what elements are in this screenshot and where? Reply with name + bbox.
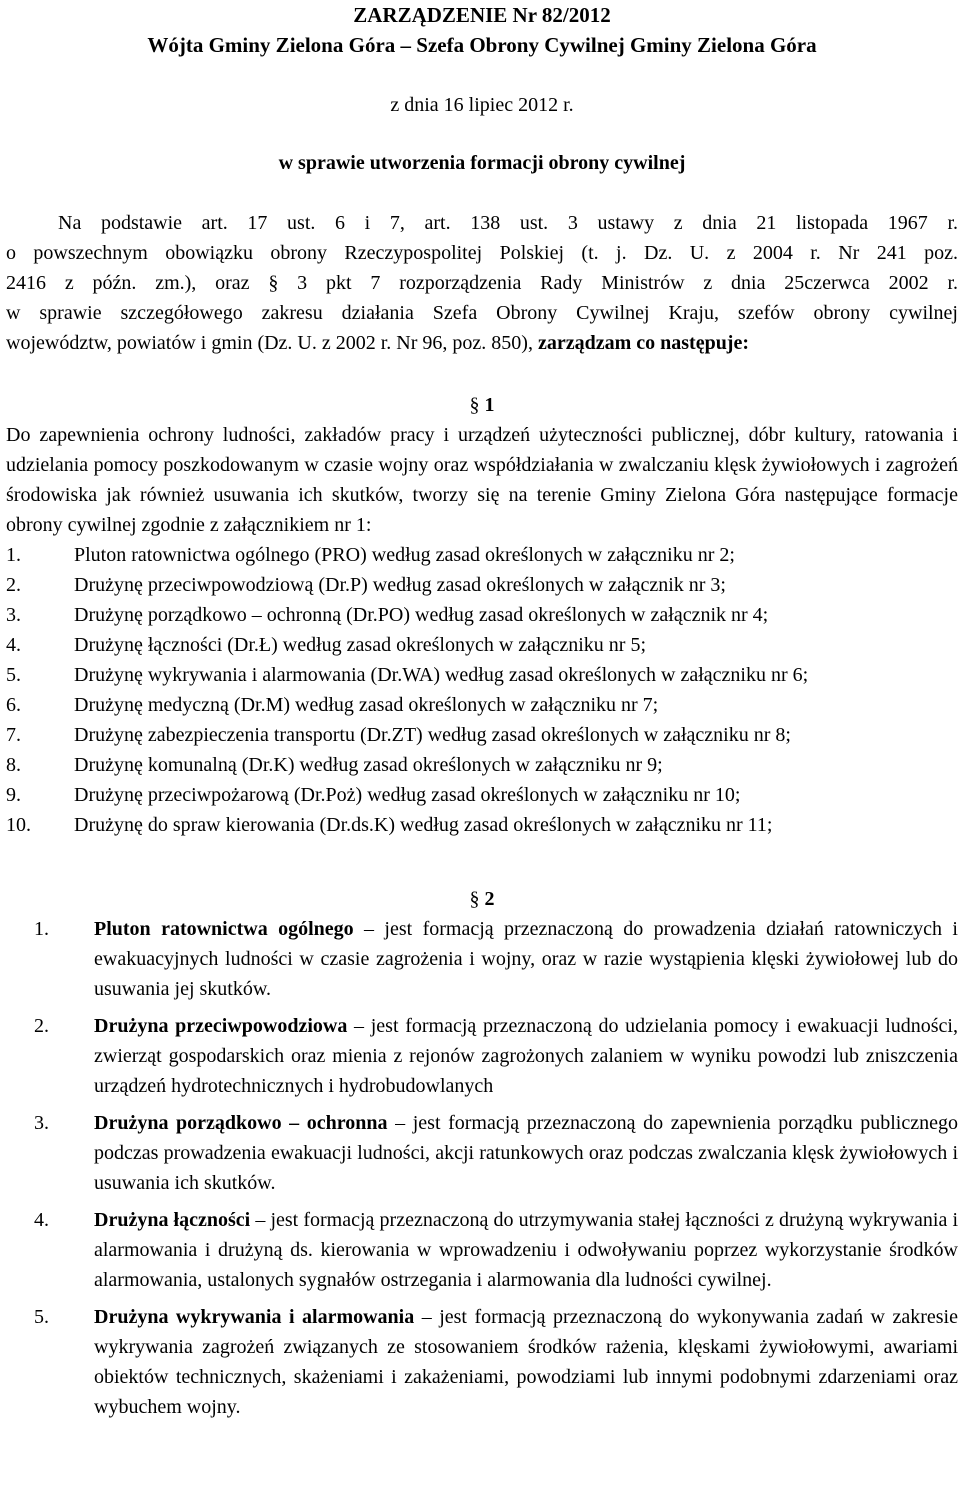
- list-item-number: 5.: [6, 664, 21, 686]
- list-item: [6, 630, 958, 660]
- list-item-number: 1.: [6, 544, 21, 566]
- list-item-number: 9.: [6, 784, 21, 806]
- formation-description: – jest formacją przeznaczoną do prowadzenia działań ratowniczych i ewakuacyjnych ludności w czasie zagrożenia i wojny, oraz w razie wystąpienia klęski żywiołowej lub do usuwania jej skutków.: [94, 918, 958, 1000]
- list-item-number: 5.: [34, 1306, 49, 1328]
- list-item-number: 3.: [34, 1112, 49, 1134]
- formation-name: Drużyna przeciwpowodziowa: [94, 1015, 348, 1037]
- preamble-line: w sprawie szczegółowego zakresu działania Szefa Obrony Cywilnej Kraju, szefów obrony cywilnej: [6, 302, 958, 324]
- list-item: [6, 914, 958, 1004]
- list-item-text: [94, 1011, 958, 1101]
- list-item-number: 3.: [6, 604, 21, 626]
- section-2-list: [6, 914, 958, 1422]
- list-item: [6, 780, 958, 810]
- section-number: 2: [484, 888, 495, 910]
- list-item-number: 4.: [34, 1209, 49, 1231]
- list-item-text: Pluton ratownictwa ogólnego (PRO) według zasad określonych w załączniku nr 2;: [74, 544, 735, 566]
- document-title: ZARZĄDZENIE Nr 82/2012: [353, 3, 611, 27]
- document-issuer: Wójta Gminy Zielona Góra – Szefa Obrony Cywilnej Gminy Zielona Góra: [147, 33, 817, 57]
- list-item-number: 4.: [6, 634, 21, 656]
- list-item: [6, 570, 958, 600]
- formation-name: Drużyna łączności: [94, 1209, 251, 1231]
- preamble-line: [6, 328, 958, 358]
- list-item-text: Drużynę zabezpieczenia transportu (Dr.ZT) według zasad określonych w załączniku nr 8;: [74, 724, 791, 746]
- list-item: [6, 600, 958, 630]
- list-item-text: Drużynę łączności (Dr.Ł) według zasad określonych w załączniku nr 5;: [74, 634, 647, 656]
- preamble-citation: województw, powiatów i gmin (Dz. U. z 2002 r. Nr 96, poz. 850),: [6, 332, 538, 354]
- list-item-text: [94, 1302, 958, 1422]
- list-item: [6, 660, 958, 690]
- formation-description: – jest formacją przeznaczoną do utrzymywania stałej łączności z drużyną wykrywania i alarmowania i drużyną ds. kierowania w wprowadzeniu i odwoływaniu poprzez wykorzystanie środków alarmowania, ustalonych sygnałów ostrzegania i alarmowania dla ludności cywilnej.: [94, 1209, 959, 1291]
- list-item-number: 10.: [6, 814, 31, 836]
- preamble-line: 2416 z późn. zm.), oraz § 3 pkt 7 rozporządzenia Rady Ministrów z dnia 25czerwca 2002 r.: [6, 272, 958, 294]
- list-item: [6, 540, 958, 570]
- formation-description: – jest formacją przeznaczoną do wykonywania zadań w zakresie wykrywania zagrożeń związanych ze stosowaniem środków rażenia, klęskami żywiołowymi, awariami obiektów technicznych, skażeniami i zakażeniami, powodziami lub innymi podobnymi zdarzeniami oraz wybuchem wojny.: [94, 1306, 958, 1418]
- list-item-number: 8.: [6, 754, 21, 776]
- list-item-text: Drużynę przeciwpożarową (Dr.Poż) według zasad określonych w załączniku nr 10;: [74, 784, 741, 806]
- list-item: [6, 750, 958, 780]
- preamble-line: Na podstawie art. 17 ust. 6 i 7, art. 138 ust. 3 ustawy z dnia 21 listopada 1967 r.: [58, 212, 958, 234]
- list-item-text: Drużynę do spraw kierowania (Dr.ds.K) według zasad określonych w załączniku nr 11;: [74, 814, 773, 836]
- list-item-text: [94, 1205, 958, 1295]
- list-item: [6, 1302, 958, 1422]
- list-item: [6, 810, 958, 840]
- section-symbol: §: [469, 888, 480, 910]
- section-symbol: §: [469, 394, 480, 416]
- formation-name: Drużyna porządkowo – ochronna: [94, 1112, 388, 1134]
- formation-name: Pluton ratownictwa ogólnego: [94, 918, 354, 940]
- list-item-text: Drużynę przeciwpowodziową (Dr.P) według zasad określonych w załącznik nr 3;: [74, 574, 726, 596]
- list-item-number: 2.: [6, 574, 21, 596]
- list-item-text: [94, 914, 958, 1004]
- section-1-intro: Do zapewnienia ochrony ludności, zakładów pracy i urządzeń użyteczności publicznej, dóbr kultury, ratowania i udzielania pomocy poszkodowanym w czasie wojny oraz współdziałania w zwalczaniu klęsk żywiołowych i zagrożeń środowiska jak również usuwania ich skutków, tworzy się na terenie Gminy Zielona Góra następujące formacje obrony cywilnej zgodnie z załącznikiem nr 1:: [6, 424, 958, 536]
- formation-name: Drużyna wykrywania i alarmowania: [94, 1306, 415, 1328]
- preamble-line: o powszechnym obowiązku obrony Rzeczypospolitej Polskiej (t. j. Dz. U. z 2004 r. Nr 241 poz.: [6, 242, 958, 264]
- list-item-number: 2.: [34, 1015, 49, 1037]
- list-item-text: Drużynę porządkowo – ochronną (Dr.PO) według zasad określonych w załącznik nr 4;: [74, 604, 769, 626]
- section-1-heading: [6, 390, 958, 420]
- list-item-text: Drużynę komunalną (Dr.K) według zasad określonych w załączniku nr 9;: [74, 754, 663, 776]
- section-1-list: [6, 540, 958, 840]
- section-number: 1: [484, 394, 495, 416]
- list-item-number: 7.: [6, 724, 21, 746]
- list-item: [6, 1108, 958, 1198]
- list-item-text: [94, 1108, 958, 1198]
- list-item: [6, 1205, 958, 1295]
- list-item-number: 6.: [6, 694, 21, 716]
- list-item-number: 1.: [34, 918, 49, 940]
- document-subject: w sprawie utworzenia formacji obrony cywilnej: [278, 152, 686, 174]
- document-date: z dnia 16 lipiec 2012 r.: [390, 94, 574, 116]
- list-item: [6, 1011, 958, 1101]
- preamble-decree: zarządzam co następuje:: [537, 332, 750, 354]
- formation-description: – jest formacją przeznaczoną do udzielania pomocy i ewakuacji ludności, zwierząt gospodarskich oraz mienia z rejonów zagrożonych zalaniem w wyniku powodzi lub zniszczenia urządzeń hydrotechnicznych i hydrobudowlanych: [94, 1015, 958, 1097]
- list-item: [6, 720, 958, 750]
- list-item: [6, 690, 958, 720]
- list-item-text: Drużynę wykrywania i alarmowania (Dr.WA) według zasad określonych w załączniku nr 6;: [74, 664, 809, 686]
- preamble: [6, 208, 958, 358]
- section-2-heading: [6, 884, 958, 914]
- formation-description: – jest formacją przeznaczoną do zapewnienia porządku publicznego podczas prowadzenia ewakuacji ludności, akcji ratunkowych oraz podczas zwalczania klęsk żywiołowych i usuwania ich skutków.: [94, 1112, 958, 1194]
- list-item-text: Drużynę medyczną (Dr.M) według zasad określonych w załączniku nr 7;: [74, 694, 659, 716]
